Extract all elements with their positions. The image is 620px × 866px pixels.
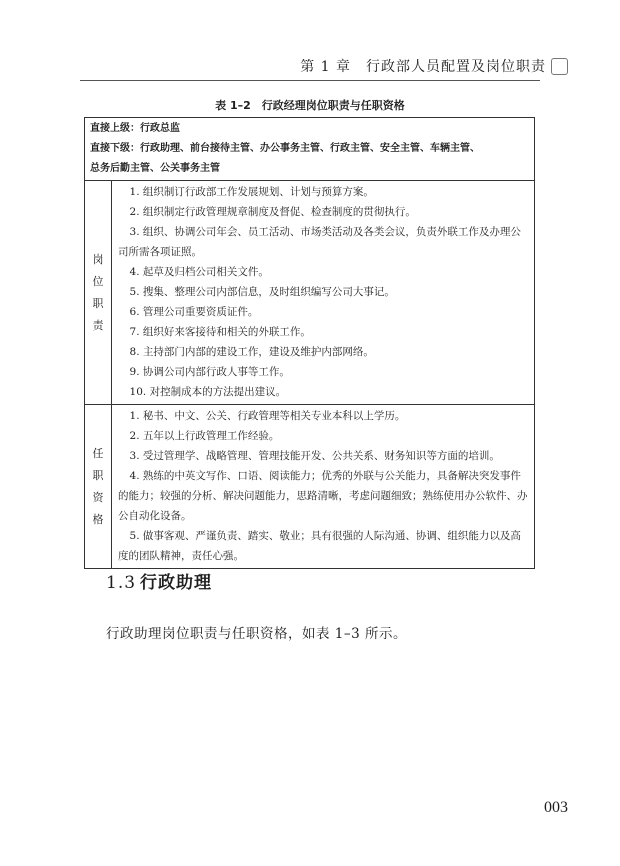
qualifications-list	[112, 405, 534, 568]
duties-label-char: 岗	[92, 252, 104, 266]
duty-item: 2. 组织制定行政管理规章制度及督促、检查制度的贯彻执行。	[129, 206, 416, 218]
duty-item: 7. 组织好来客接待和相关的外联工作。	[129, 326, 311, 338]
duty-item: 4. 起草及归档公司相关文件。	[129, 266, 269, 278]
body-paragraph: 行政助理岗位职责与任职资格，如表 1–3 所示。	[106, 626, 408, 642]
duties-label-char: 责	[92, 318, 104, 332]
duty-table	[84, 117, 535, 569]
superior-line: 直接上级：行政总监	[90, 123, 180, 134]
qualifications-label-char: 格	[92, 512, 104, 526]
running-header	[300, 56, 568, 76]
duty-item: 3. 组织、协调公司年会、员工活动、市场类活动及各类会议，负责外联工作及办理公司所需各项证照。	[118, 226, 521, 258]
duty-item: 9. 协调公司内部行政人事等工作。	[129, 366, 290, 378]
duty-item: 6. 管理公司重要资质证件。	[129, 306, 259, 318]
qualification-item: 2. 五年以上行政管理工作经验。	[129, 430, 280, 442]
qualifications-label-char: 资	[92, 490, 104, 504]
duties-section	[85, 181, 534, 405]
table-caption: 表 1–2 行政经理岗位职责与任职资格	[215, 99, 405, 112]
section-number: 1.3	[106, 573, 137, 593]
qualifications-section	[85, 405, 534, 568]
duties-label-char: 职	[92, 296, 104, 310]
qualification-item: 5. 做事客观、严谨负责、踏实、敬业；具有很强的人际沟通、协调、组织能力以及高度的团队精神，责任心强。	[118, 530, 521, 562]
duties-label	[85, 181, 112, 404]
duties-label-char: 位	[92, 274, 104, 288]
reporting-lines	[85, 118, 534, 181]
qualification-item: 4. 熟练的中英文写作、口语、阅读能力；优秀的外联与公关能力，具备解决突发事件的能力；较强的分析、解决问题能力，思路清晰，考虑问题细致；熟练使用办公软件、办公自动化设备。	[118, 470, 528, 522]
duty-item: 1. 组织制订行政部工作发展规划、计划与预算方案。	[129, 186, 374, 198]
section-heading	[106, 568, 212, 593]
qualifications-label-char: 职	[92, 468, 104, 482]
duty-item: 5. 搜集、整理公司内部信息，及时组织编写公司大事记。	[129, 286, 395, 298]
qualification-item: 3. 受过管理学、战略管理、管理技能开发、公共关系、财务知识等方面的培训。	[129, 450, 500, 462]
qualifications-label	[85, 405, 112, 568]
chapter-title: 第 1 章 行政部人员配置及岗位职责	[300, 59, 546, 75]
header-rule	[80, 80, 540, 81]
subordinate-line-cont: 总务后勤主管、公关事务主管	[90, 163, 220, 174]
qualification-item: 1. 秘书、中文、公关、行政管理等相关专业本科以上学历。	[129, 410, 406, 422]
duty-item: 10. 对控制成本的方法提出建议。	[129, 386, 287, 398]
section-title: 行政助理	[140, 573, 213, 593]
subordinate-line: 直接下级：行政助理、前台接待主管、办公事务主管、行政主管、安全主管、车辆主管、	[90, 143, 480, 154]
qualifications-label-char: 任	[92, 446, 104, 460]
page-number: 003	[544, 799, 568, 816]
duty-item: 8. 主持部门内部的建设工作，建设及维护内部网络。	[129, 346, 374, 358]
duties-list	[112, 181, 534, 404]
chapter-marker-box	[551, 58, 568, 75]
